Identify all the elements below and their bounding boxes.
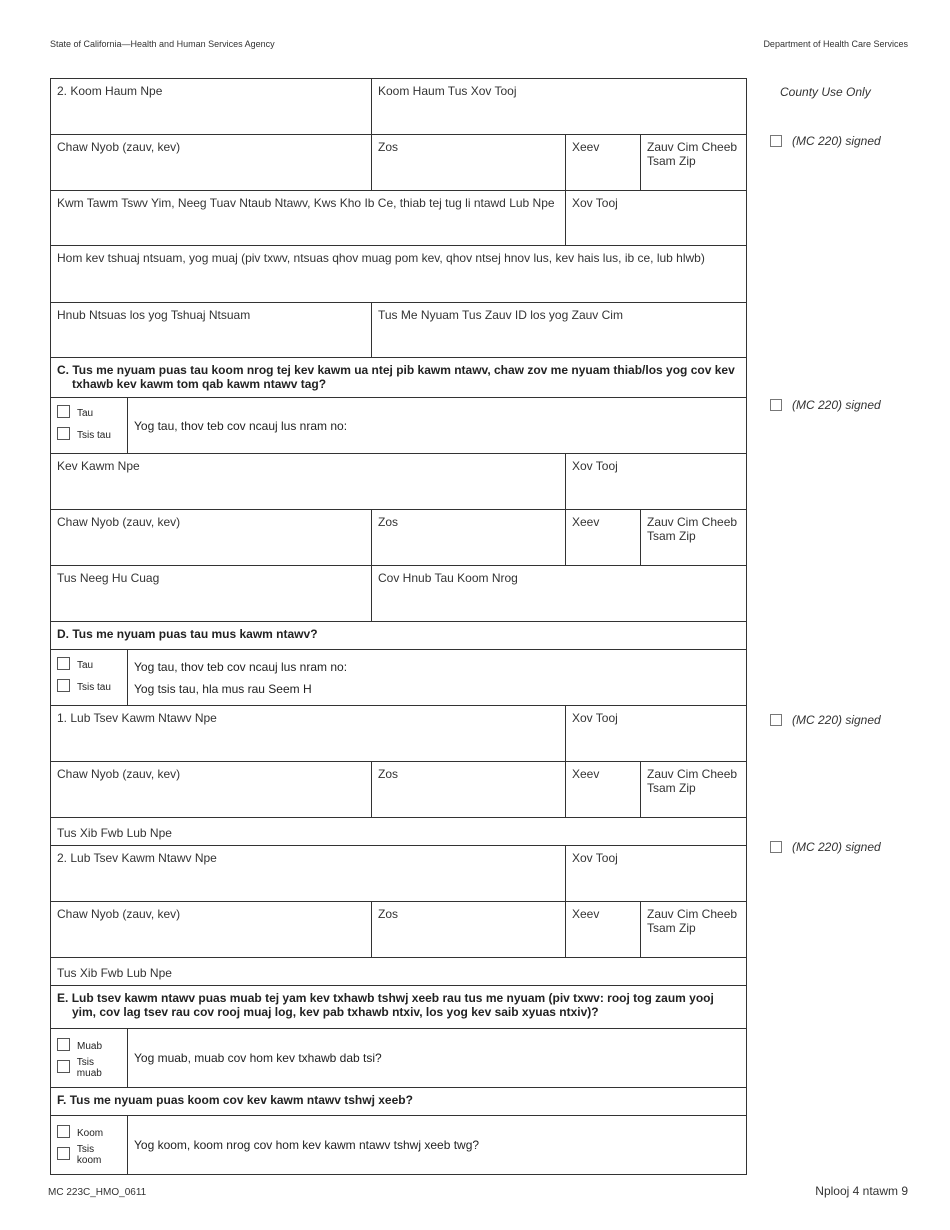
state-field[interactable]: Xeev [566,135,641,190]
member-id-field[interactable]: Tus Me Nyuam Tus Zauv ID los yog Zauv Cim [378,308,623,322]
zip-field[interactable]: Zauv Cim Cheeb Tsam Zip [647,767,738,795]
checkbox-icon[interactable] [57,1038,70,1051]
city-field[interactable]: Zos [372,135,566,190]
if-no-text: Yog tsis tau, hla mus rau Seem H [134,681,312,696]
option-yes[interactable]: Koom [57,1122,121,1144]
section-f-options [51,1116,128,1174]
checkbox-icon[interactable] [770,841,782,853]
section-e-options [51,1029,128,1087]
state-field[interactable]: Xeev [566,762,641,817]
address-field[interactable]: Chaw Nyob (zauv, kev) [51,902,372,957]
checkbox-icon[interactable] [57,427,70,440]
checkbox-icon[interactable] [57,679,70,692]
zip-field[interactable]: Zauv Cim Cheeb Tsam Zip [647,515,738,543]
address-field[interactable]: Chaw Nyob (zauv, kev) [51,762,372,817]
zip-field[interactable]: Zauv Cim Cheeb Tsam Zip [647,140,738,168]
section-c-options [51,398,128,453]
mc220-signed-2[interactable]: (MC 220) signed [770,398,881,412]
state-field[interactable]: Xeev [566,510,641,565]
exam-date-field[interactable]: Hnub Ntsuas los yog Tshuaj Ntsuam [51,303,372,357]
option-no[interactable]: Tsis muab [57,1057,121,1079]
program-phone-field[interactable]: Xov Tooj [572,459,618,473]
contact-field[interactable]: Tus Neeg Hu Cuag [51,566,372,621]
services-field[interactable]: Hom kev tshuaj ntsuam, yog muaj (piv txwv, ntsuas qhov muag pom kev, qhov ntsej hnov lus, kev hais lus, ib ce, lub hlwb) [57,251,705,265]
school2-name-field[interactable]: 2. Lub Tsev Kawm Ntawv Npe [51,846,566,901]
if-yes-text: Yog tau, thov teb cov ncauj lus nram no: [134,418,348,433]
plan-name-field[interactable]: 2. Koom Haum Npe [51,79,372,134]
option-no[interactable]: Tsis tau [57,676,121,698]
checkbox-icon[interactable] [57,1147,70,1160]
if-yes-text: Yog tau, thov teb cov ncauj lus nram no: [134,659,348,674]
school1-name-field[interactable]: 1. Lub Tsev Kawm Ntawv Npe [51,706,566,761]
checkbox-icon[interactable] [57,657,70,670]
city-field[interactable]: Zos [372,510,566,565]
option-no[interactable]: Tsis tau [57,424,121,446]
option-no[interactable]: Tsis koom [57,1144,121,1166]
provider-phone-field[interactable]: Xov Tooj [572,196,618,210]
checkbox-icon[interactable] [57,1125,70,1138]
school1-phone-field[interactable]: Xov Tooj [572,711,618,725]
mc220-signed-3[interactable]: (MC 220) signed [770,713,881,727]
zip-field[interactable]: Zauv Cim Cheeb Tsam Zip [647,907,738,935]
form-table [50,78,747,1175]
checkbox-icon[interactable] [770,399,782,411]
mc220-signed-1[interactable]: (MC 220) signed [770,134,881,148]
county-use-only-label: County Use Only [780,85,871,99]
section-d-options [51,650,128,705]
checkbox-icon[interactable] [57,405,70,418]
checkbox-icon[interactable] [57,1060,70,1073]
teacher-name-field[interactable]: Tus Xib Fwb Lub Npe [57,966,172,980]
page-number: Nplooj 4 ntawm 9 [815,1184,908,1198]
dates-field[interactable]: Cov Hnub Tau Koom Nrog [378,571,518,585]
checkbox-icon[interactable] [770,714,782,726]
option-yes[interactable]: Tau [57,402,121,424]
state-field[interactable]: Xeev [566,902,641,957]
mc220-signed-4[interactable]: (MC 220) signed [770,840,881,854]
if-yes-text: Yog koom, koom nrog cov hom kev kawm ntawv tshwj xeeb twg? [134,1138,480,1152]
checkbox-icon[interactable] [770,135,782,147]
address-field[interactable]: Chaw Nyob (zauv, kev) [51,135,372,190]
if-yes-text: Yog muab, muab cov hom kev txhawb dab tsi? [134,1051,382,1065]
city-field[interactable]: Zos [372,762,566,817]
address-field[interactable]: Chaw Nyob (zauv, kev) [51,510,372,565]
section-c-question: C. Tus me nyuam puas tau koom nrog tej kev kawm ua ntej pib kawm ntawv, chaw zov me nyuam thiab/los yog cov kev txhawb kev kawm tom qab kawm ntawv tag? [57,363,735,391]
school2-phone-field[interactable]: Xov Tooj [572,851,618,865]
agency-header: State of California—Health and Human Services Agency [50,39,275,49]
section-f-question: F. Tus me nyuam puas koom cov kev kawm ntawv tshwj xeeb? [57,1093,413,1107]
city-field[interactable]: Zos [372,902,566,957]
department-header: Department of Health Care Services [763,39,908,49]
form-id: MC 223C_HMO_0611 [48,1187,147,1198]
section-d-question: D. Tus me nyuam puas tau mus kawm ntawv? [57,627,318,641]
program-name-field[interactable]: Kev Kawm Npe [51,454,566,509]
option-yes[interactable]: Tau [57,654,121,676]
teacher-name-field[interactable]: Tus Xib Fwb Lub Npe [57,826,172,840]
option-yes[interactable]: Muab [57,1035,121,1057]
section-e-question: E. Lub tsev kawm ntawv puas muab tej yam kev txhawb tshwj xeeb rau tus me nyuam (piv txwv: rooj tog zaum yooj yim, cov lag tsev rau cov rooj muaj log, kev pab txhawb ntxiv, los yog kev saib xyuas ntxiv)? [57,991,714,1019]
plan-phone-field[interactable]: Koom Haum Tus Xov Tooj [378,84,517,98]
provider-name-field[interactable]: Kwm Tawm Tswv Yim, Neeg Tuav Ntaub Ntawv, Kws Kho Ib Ce, thiab tej tug li ntawd Lub Npe [51,191,566,245]
